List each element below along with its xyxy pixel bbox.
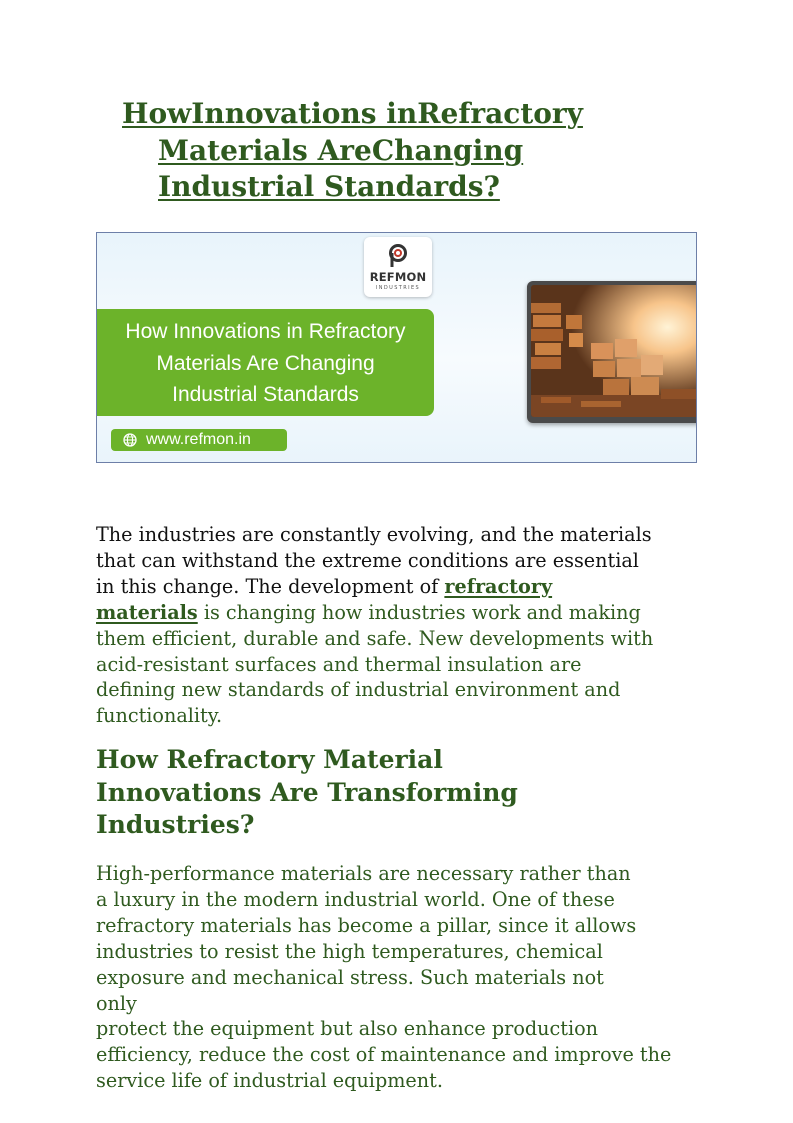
banner-headline-line-3: Industrial Standards: [172, 383, 359, 406]
hero-banner-image: [96, 232, 697, 463]
body-line-2: a luxury in the modern industrial world. One of these: [96, 887, 615, 911]
refractory-materials-link-part-1[interactable]: refractory: [444, 574, 553, 598]
section-heading-line-1: How Refractory Material: [96, 745, 443, 774]
refmon-logo-icon: [388, 243, 408, 269]
banner-headline-line-1: How Innovations in Refractory: [125, 320, 406, 343]
section-body-paragraph: [96, 861, 706, 1094]
intro-paragraph: [96, 522, 706, 729]
body-line-7: protect the equipment but also enhance production: [96, 1017, 599, 1041]
banner-headline-line-2: Materials Are Changing: [156, 351, 375, 375]
title-line-2[interactable]: Materials AreChanging: [158, 133, 524, 167]
body-line-1: High-performance materials are necessary rather than: [96, 862, 631, 885]
intro-line-8: functionality.: [96, 704, 223, 728]
body-line-4: industries to resist the high temperatures, chemical: [96, 939, 603, 963]
refmon-logo: [364, 237, 432, 297]
section-heading: [96, 744, 518, 842]
logo-wordmark: REFMON: [369, 270, 427, 284]
intro-line-6: acid-resistant surfaces and thermal insulation are: [96, 652, 582, 676]
body-line-9: service life of industrial equipment.: [96, 1069, 443, 1093]
banner-headline-box: [97, 309, 434, 416]
intro-line-7: defining new standards of industrial environment and: [96, 678, 621, 702]
intro-line-3-text: in this change. The development of: [96, 574, 445, 598]
body-line-6: only: [96, 991, 137, 1015]
page-title[interactable]: [122, 96, 642, 206]
website-url: www.refmon.in: [146, 431, 251, 448]
title-line-1[interactable]: HowInnovations inRefractory: [122, 97, 583, 130]
furnace-illustration: [531, 285, 697, 417]
intro-line-2: that can withstand the extreme conditions are essential: [96, 548, 639, 572]
intro-line-3: [96, 574, 706, 600]
body-line-5: exposure and mechanical stress. Such materials not: [96, 965, 604, 989]
section-heading-line-3: Industries?: [96, 810, 255, 840]
photo-frame: [527, 281, 697, 423]
intro-line-5: them efficient, durable and safe. New developments with: [96, 626, 654, 650]
website-url-badge: [111, 429, 287, 451]
globe-icon: [123, 433, 137, 447]
intro-line-4: [96, 600, 706, 626]
body-line-8: efficiency, reduce the cost of maintenance and improve the: [96, 1043, 672, 1067]
intro-line-1: The industries are constantly evolving, and the materials: [96, 523, 652, 546]
title-line-3[interactable]: Industrial Standards?: [158, 170, 500, 203]
intro-line-4-text: is changing how industries work and making: [197, 600, 641, 624]
refractory-materials-link-part-2[interactable]: materials: [96, 600, 198, 624]
body-line-3: refractory materials has become a pillar, since it allows: [96, 913, 637, 937]
section-heading-line-2: Innovations Are Transforming: [96, 777, 518, 807]
logo-subtitle: INDUSTRIES: [375, 285, 421, 291]
refractory-bricks-photo: [531, 285, 697, 417]
